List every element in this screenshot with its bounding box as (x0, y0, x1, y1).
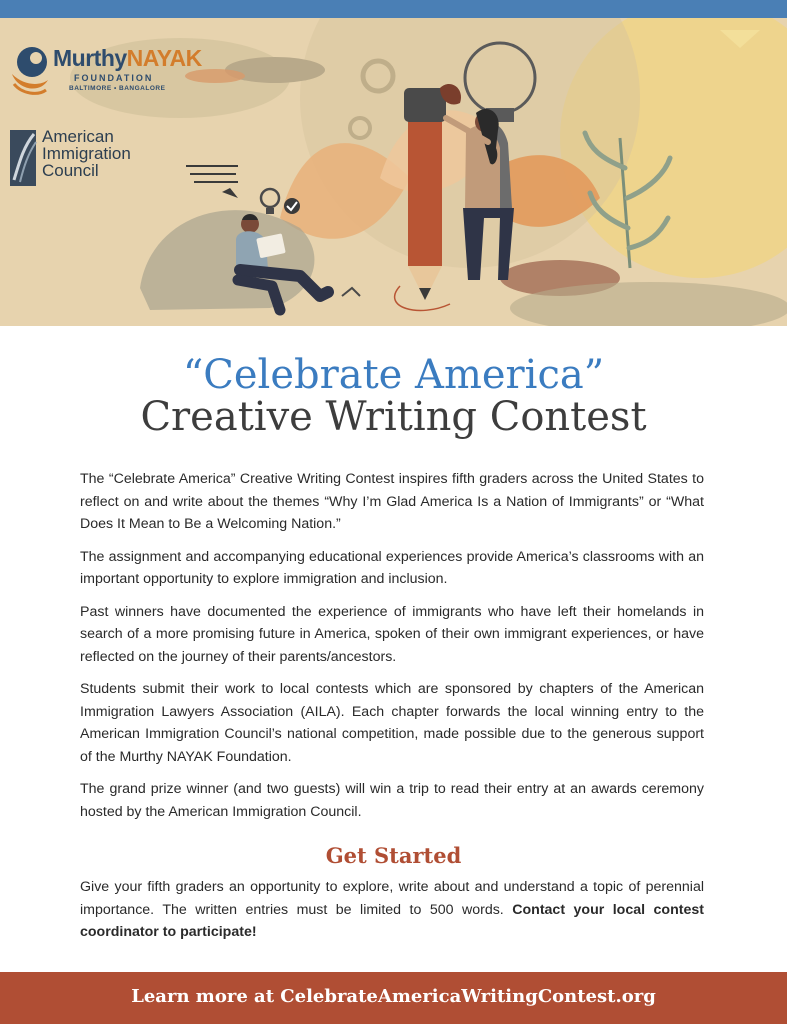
get-started-text (80, 876, 704, 944)
nayak-text: NAYAK (126, 45, 202, 71)
hero-illustration (0, 18, 787, 326)
get-started-description: Give your fifth graders an opportunity to explore, write about and understand a topic of perennial importance. The written entries must be limited to 500 words. (80, 879, 704, 918)
paragraph-grand-prize: The grand prize winner (and two guests) will win a trip to read their entry at an awards ceremony hosted by the American Immigration Council. (80, 781, 704, 820)
paragraph-intro: The “Celebrate America” Creative Writing Contest inspires fifth graders across the United States to reflect on and write about the themes “Why I’m Glad America Is a Nation of Immigrants” or “What Does It Mean to Be a Welcoming Nation.” (80, 471, 704, 532)
murthy-nayak-logo (10, 42, 202, 112)
footer-link-text[interactable]: Learn more at CelebrateAmericaWritingContest.org (131, 986, 656, 1007)
aic-text (42, 128, 131, 179)
paragraph-past-winners: Past winners have documented the experience of immigrants who have left their homelands in search of a more promising future in America, spoken of their own immigrant experiences, or have reflected on the journey of their parents/ancestors. (80, 603, 704, 665)
murthy-text: Murthy (53, 45, 127, 71)
aic-line-3: Council (42, 161, 99, 180)
murthy-nayak-name (53, 45, 202, 72)
top-color-bar (0, 0, 787, 18)
cities-label: BALTIMORE • BANGALORE (69, 85, 166, 92)
paragraph-assignment: The assignment and accompanying educational experiences provide America’s classrooms with an important opportunity to explore immigration and inclusion. (80, 548, 704, 587)
foundation-label: FOUNDATION (74, 73, 154, 83)
murthy-nayak-emblem-icon (10, 44, 50, 96)
aic-line-1: American (42, 127, 114, 146)
aic-line-2: Immigration (42, 144, 131, 163)
footer-bar (0, 972, 787, 1024)
body-text (80, 468, 704, 833)
title-celebrate-america: “Celebrate America” (182, 352, 605, 398)
paragraph-submission: Students submit their work to local contests which are sponsored by chapters of the American Immigration Lawyers Association (AILA). Each chapter forwards the local winning entry to the American Immigration Council’s national competition, made possible due to the generous support of the Murthy NAYAK Foundation. (80, 681, 704, 765)
contact-coordinator-text: Contact your local contest coordinator to participate! (80, 901, 704, 940)
title-creative-writing-contest: Creative Writing Contest (140, 394, 647, 440)
get-started-heading: Get Started (325, 843, 462, 868)
aic-emblem-icon (10, 130, 38, 186)
american-immigration-council-logo (10, 128, 150, 188)
